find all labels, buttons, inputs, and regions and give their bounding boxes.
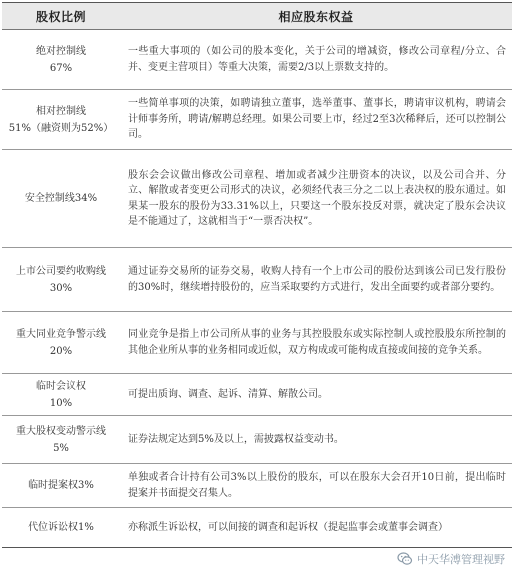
row-label [2, 374, 120, 416]
row-label [2, 30, 120, 90]
row-description: 可提出质询、调查、起诉、清算、解散公司。 [120, 374, 512, 416]
row-name: 重大股权变动警示线 [16, 425, 106, 437]
row-name: 相对控制线 [36, 105, 86, 117]
table-row [2, 464, 512, 508]
row-percent: 10% [49, 397, 73, 409]
equity-threshold-table [2, 2, 512, 548]
row-name: 重大同业竞争警示线 [16, 328, 106, 340]
table-row [2, 416, 512, 464]
row-name: 绝对控制线 [36, 45, 86, 57]
row-name: 安全控制线34% [24, 193, 98, 204]
row-percent: 20% [49, 345, 73, 357]
row-percent: 5% [53, 442, 69, 454]
row-description: 亦称派生诉讼权，可以间接的调查和起诉权（提起监事会或董事会调查） [120, 508, 512, 548]
row-label [2, 416, 120, 464]
row-percent: 30% [49, 282, 73, 294]
wechat-icon [397, 551, 413, 567]
row-name: 临时会议权 [36, 380, 86, 392]
row-description: 证券法规定达到5%及以上，需披露权益变动书。 [120, 416, 512, 464]
table-row [2, 30, 512, 90]
row-label [2, 90, 120, 150]
watermark-text: 中天华溥管理视野 [417, 553, 505, 566]
row-description: 股东会会议做出修改公司章程、增加或者减少注册资本的决议，以及公司合并、分立、解散或者变更公司形式的决议，必须经代表三分之二以上表决权的股东通过。如果某一股东的股份为33.31%以上，只要这一个股东投反对票，就决定了股东会决议是不能通过了，这就相当于“一票否决权”。 [120, 150, 512, 248]
row-name: 上市公司要约收购线 [16, 265, 106, 277]
row-description: 通过证券交易所的证券交易，收购人持有一个上市公司的股份达到该公司已发行股份的30%时，继续增持股份的，应当采取要约方式进行，发出全面要约或者部分要约。 [120, 248, 512, 312]
table-row [2, 248, 512, 312]
table-row [2, 90, 512, 150]
table-row [2, 374, 512, 416]
table-row [2, 150, 512, 248]
row-label [2, 312, 120, 374]
watermark [394, 550, 508, 568]
table-row [2, 508, 512, 548]
row-percent: 67% [49, 62, 73, 74]
row-label [2, 248, 120, 312]
row-description: 一些重大事项的（如公司的股本变化，关于公司的增减资，修改公司章程/分立、合并、变更主营项目）等重大决策，需要2/3以上票数支持的。 [120, 30, 512, 90]
row-description: 单独或者合计持有公司3%以上股份的股东，可以在股东大会召开10日前，提出临时提案并书面提交召集人。 [120, 464, 512, 508]
table-header-row [2, 3, 512, 30]
row-description: 同业竞争是指上市公司所从事的业务与其控股股东或实际控制人或控股股东所控制的其他企业所从事的业务相同或近似，双方构成或可能构成直接或间接的竞争关系。 [120, 312, 512, 374]
header-equity-ratio: 股权比例 [2, 3, 120, 30]
row-name: 临时提案权3% [28, 480, 94, 491]
row-label [2, 508, 120, 548]
row-percent: 51%（融资则为52%） [8, 122, 114, 134]
row-name: 代位诉讼权1% [28, 522, 94, 533]
row-description: 一些简单事项的决策，如聘请独立董事，选举董事、董事长，聘请审议机构，聘请会计师事务所，聘请/解聘总经理。如果公司要上市，经过2至3次稀释后，还可以控制公司。 [120, 90, 512, 150]
table-row [2, 312, 512, 374]
row-label [2, 464, 120, 508]
header-shareholder-rights: 相应股东权益 [120, 3, 512, 30]
row-label [2, 150, 120, 248]
